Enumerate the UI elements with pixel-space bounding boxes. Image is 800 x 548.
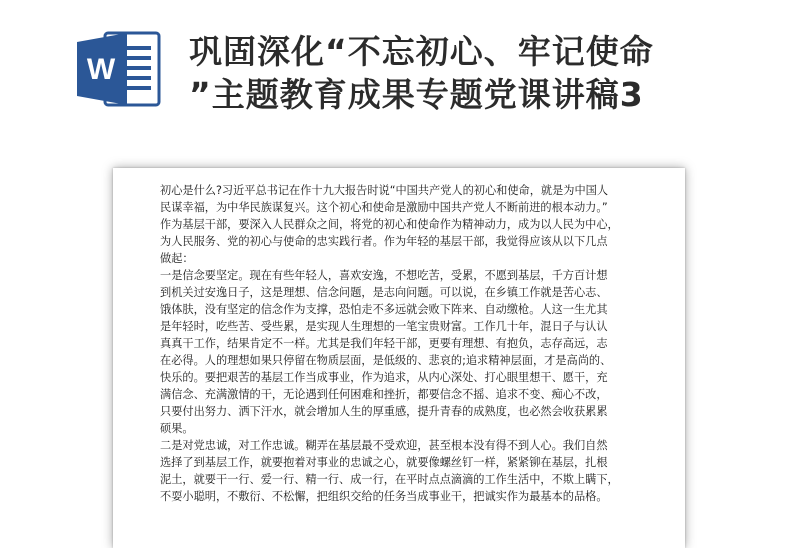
text-line: 只要付出努力、洒下汗水，就会增加人生的厚重感，提升青春的成熟度，也必然会收获累累: [160, 405, 608, 418]
header: [0, 0, 800, 150]
text-line: 选择了到基层工作，就要抱着对事业的忠诚之心，就要像螺丝钉一样，紧紧铆在基层，扎根: [160, 456, 608, 469]
text-line: 饿体肤，没有坚定的信念作为支撑，恐怕走不多远就会败下阵来、自动缴枪。人这一生尤其: [160, 303, 608, 316]
text-line: 为人民服务、党的初心与使命的忠实践行者。作为年轻的基层干部，我觉得应该从以下几点: [160, 235, 608, 248]
text-line: 不耍小聪明，不敷衍、不松懈，把组织交给的任务当成事业干，把诚实作为最基本的品格。: [160, 490, 608, 503]
text-line: 在必得。人的理想如果只停留在物质层面，是低级的、悲哀的;追求精神层面，才是高尚的、: [160, 354, 612, 367]
text-line: 二是对党忠诚，对工作忠诚。糊弄在基层最不受欢迎，甚至根本没有得不到人心。我们自然: [160, 439, 608, 452]
text-line: 作为基层干部，要深入人民群众之间，将党的初心和使命作为精神动力，成为以人民为中心，: [160, 218, 619, 231]
text-line: 硕果。: [160, 422, 194, 435]
text-line: 一是信念要坚定。现在有些年轻人，喜欢安逸，不想吃苦，受累，不愿到基层，千方百计想: [160, 269, 608, 282]
text-line: 初心是什么?习近平总书记在作十九大报告时说“中国共产党人的初心和使命，就是为中国人: [160, 184, 609, 197]
title-line-2: ”主题教育成果专题党课讲稿3: [189, 75, 644, 114]
title-line-1: 巩固深化“不忘初心、牢记使命: [189, 32, 654, 71]
page-body-text: [160, 182, 638, 505]
text-line: 真真干工作，结果肯定不一样。尤其是我们年轻干部，更要有理想、有抱负，志存高远，志: [160, 337, 608, 350]
text-line: 到机关过安逸日子，这是理想、信念问题，是志向问题。可以说，在乡镇工作就是苦心志、: [160, 286, 608, 299]
document-page[interactable]: [113, 168, 685, 548]
document-title: [189, 30, 749, 116]
text-line: 是年轻时，吃些苦、受些累，是实现人生理想的一笔宝贵财富。工作几十年，混日子与认认: [160, 320, 608, 333]
text-line: 做起：: [160, 252, 194, 265]
word-document-icon: [77, 30, 163, 108]
text-line: 民谋幸福，为中华民族谋复兴。这个初心和使命是激励中国共产党人不断前进的根本动力。”: [160, 201, 608, 214]
svg-text:W: W: [86, 53, 116, 86]
text-line: 满信念、充满激情的干，无论遇到任何困难和挫折，都要信念不摇、追求不变、痴心不改，: [160, 388, 608, 401]
text-line: 快乐的。要把艰苦的基层工作当成事业，作为追求，从内心深处、打心眼里想干、愿干，充: [160, 371, 608, 384]
text-line: 泥土，就要干一行、爱一行、精一行、成一行，在平时点点滴滴的工作生活中，不欺上瞒下，: [160, 473, 619, 486]
